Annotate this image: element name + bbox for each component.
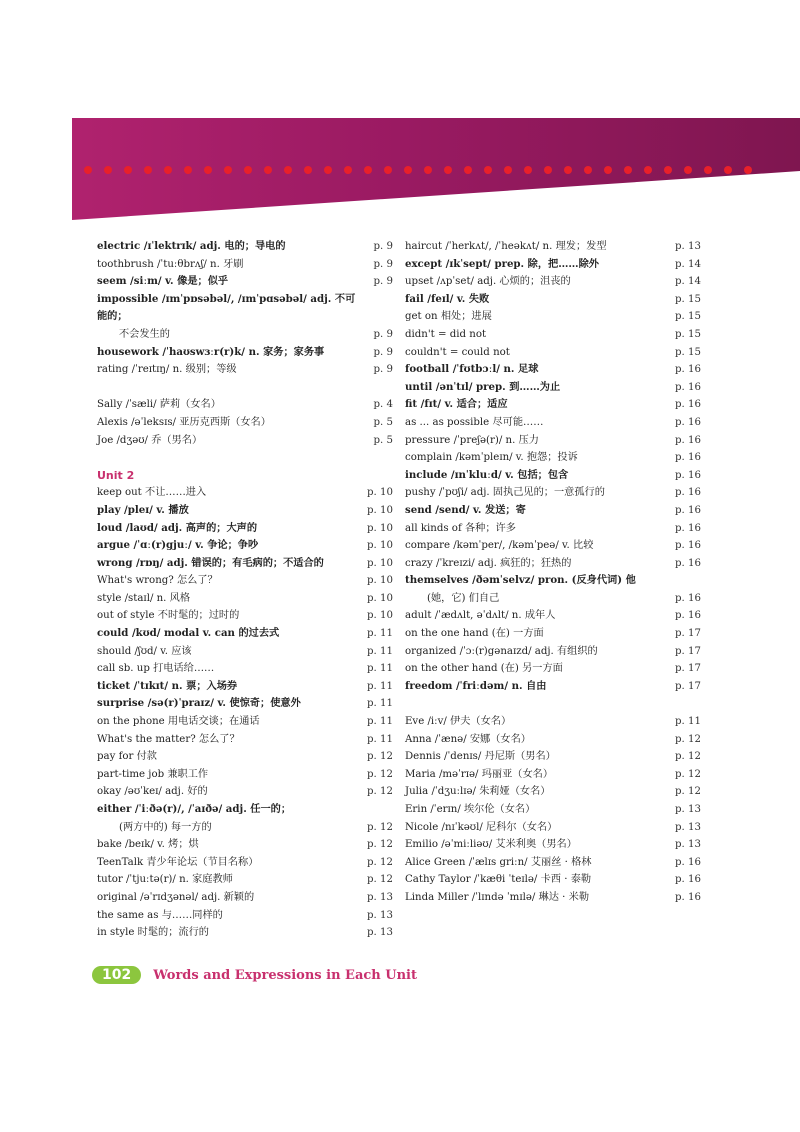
entry-page: p. 11 [675,716,701,728]
entry-text: pay for 付款 [97,751,157,763]
entry-page: p. 16 [675,487,701,499]
vocab-entry [405,572,701,590]
entry-page: p. 12 [367,786,393,798]
banner-dot [644,166,652,174]
banner-dot [284,166,292,174]
vocab-entry [97,502,393,520]
vocab-entry [97,854,393,872]
vocab-entry [97,924,393,942]
vocab-entry [97,625,393,643]
entry-page: p. 9 [373,258,393,270]
entry-text: as ... as possible 尽可能…… [405,416,544,428]
entry-text: the same as 与……同样的 [97,909,223,921]
vocab-entry [405,449,701,467]
entry-page: p. 12 [675,768,701,780]
entry-page: p. 15 [675,328,701,340]
banner-dot [344,166,352,174]
entry-page: p. 16 [675,592,701,604]
entry-text: except /ɪkˈsept/ prep. 除，把……除外 [405,257,599,270]
banner-dot [304,166,312,174]
entry-page: p. 5 [373,434,393,446]
entry-page: p. 13 [675,804,701,815]
entry-page: p. 16 [675,381,701,393]
entry-page: p. 12 [367,839,393,851]
entry-page: p. 12 [675,733,701,745]
vocab-entry [97,766,393,784]
vocabulary-column-left [97,238,393,942]
vocab-entry [97,748,393,766]
vocab-entry [97,396,393,414]
vocab-entry [97,555,393,573]
vocab-entry [97,484,393,502]
banner-dot [384,166,392,174]
entry-page: p. 11 [367,733,393,745]
entry-text: Emilio /əˈmiːliəʊ/ 艾米利奥（男名） [405,839,577,851]
banner-dot [224,166,232,174]
vocab-entry [405,344,701,362]
entry-page: p. 11 [367,663,393,675]
entry-page: p. 15 [675,346,701,358]
entry-text: on the phone 用电话交谈；在通话 [97,716,260,728]
entry-text: Nicole /nɪˈkəʊl/ 尼科尔（女名） [405,821,558,833]
entry-text: bake /beɪk/ v. 烤；烘 [97,839,199,851]
entry-text: on the one hand (在) 一方面 [405,628,544,640]
entry-page: p. 16 [675,557,701,569]
entry-text: didn't = did not [405,328,487,340]
vocab-entry [405,520,701,538]
vocab-entry [405,854,701,872]
entry-page: p. 16 [675,540,701,552]
vocab-entry [97,907,393,925]
entry-text: style /staɪl/ n. 风格 [97,592,191,604]
entry-text: could /kʊd/ modal v. can 的过去式 [97,627,280,640]
banner-dot [484,166,492,174]
entry-page: p. 15 [675,311,701,323]
vocab-entry [405,660,701,678]
entry-text: send /send/ v. 发送；寄 [405,503,526,516]
entry-text: wrong /rɒŋ/ adj. 错误的；有毛病的；不适合的 [97,556,324,569]
vocab-entry [405,308,701,326]
entry-text: football /ˈfʊtbɔːl/ n. 足球 [405,363,539,376]
entry-page: p. 10 [367,557,393,569]
entry-page: p. 11 [367,716,393,728]
entry-page: p. 9 [373,364,393,376]
vocab-entry [405,361,701,379]
banner-dot [444,166,452,174]
banner-dot [504,166,512,174]
entry-text: either /ˈiːðə(r)/, /ˈaɪðə/ adj. 任一的； [97,803,292,815]
banner-dot [524,166,532,174]
vocab-entry [97,344,393,362]
vocab-entry [405,871,701,889]
vocab-entry [405,273,701,291]
entry-text: seem /siːm/ v. 像是；似乎 [97,275,229,288]
entry-page: p. 16 [675,504,701,516]
entry-page: p. 12 [367,821,393,833]
banner-dot [204,166,212,174]
entry-page: p. 10 [367,575,393,587]
vocab-entry [97,889,393,907]
banner-dot [324,166,332,174]
vocab-entry [97,590,393,608]
vocab-entry [97,520,393,538]
entry-page: p. 17 [675,628,701,640]
entry-page: p. 10 [367,592,393,604]
vocab-entry [97,414,393,432]
vocab-entry [405,467,701,485]
entry-page: p. 16 [675,364,701,376]
entry-text: complain /kəmˈpleɪn/ v. 抱怨；投诉 [405,452,578,464]
entry-page: p. 9 [373,276,393,288]
entry-page: p. 9 [373,346,393,358]
entry-page: p. 12 [367,768,393,780]
entry-text: pressure /ˈpreʃə(r)/ n. 压力 [405,434,539,446]
entry-text: housework /ˈhaʊswɜːr(r)k/ n. 家务；家务事 [97,345,325,358]
entry-page: p. 12 [675,751,701,763]
vocab-entry [405,748,701,766]
entry-text: fit /fɪt/ v. 适合；适应 [405,398,508,411]
entry-text: in style 时髦的；流行的 [97,927,209,939]
entry-text: upset /ʌpˈset/ adj. 心烦的；沮丧的 [405,276,571,288]
entry-page: p. 13 [367,927,393,939]
entry-text: keep out 不让……进入 [97,487,207,499]
banner-dot [684,166,692,174]
entry-page: p. 11 [367,680,393,692]
vocab-entry [405,625,701,643]
vocab-entry [97,326,393,344]
entry-page: p. 11 [367,628,393,640]
entry-text: haircut /ˈherkʌt/, /ˈheəkʌt/ n. 理发；发型 [405,241,607,252]
entry-page: p. 12 [675,786,701,798]
entry-text: surprise /sə(r)ˈpraɪz/ v. 使惊奇；使意外 [97,697,301,710]
entry-text: Maria /məˈrɪə/ 玛丽亚（女名） [405,768,554,780]
vocab-entry [97,783,393,801]
vocab-entry [405,643,701,661]
entry-text: on the other hand (在) 另一方面 [405,663,563,675]
banner-dot [244,166,252,174]
entry-text: argue /ˈɑː(r)gjuː/ v. 争论；争吵 [97,539,259,552]
entry-text: compare /kəmˈper/, /kəmˈpeə/ v. 比较 [405,540,594,552]
entry-text: okay /əʊˈkeɪ/ adj. 好的 [97,786,208,798]
vocab-entry [405,801,701,819]
entry-text: 不会发生的 [119,328,170,340]
entry-text: rating /ˈreɪtɪŋ/ n. 级别；等级 [97,364,237,376]
banner-dot [744,166,752,174]
vocab-entry [97,713,393,731]
entry-page: p. 12 [367,874,393,886]
vocab-entry [97,432,393,450]
banner-dot [464,166,472,174]
vocab-entry [405,783,701,801]
unit-heading [97,467,393,485]
entry-text: crazy /ˈkreɪzi/ adj. 疯狂的；狂热的 [405,557,572,569]
entry-page: p. 16 [675,891,701,903]
entry-page: p. 11 [367,698,393,710]
vocab-entry [405,396,701,414]
entry-text: TeenTalk 青少年论坛（节目名称） [97,856,259,868]
banner-dot [424,166,432,174]
vocab-entry [97,660,393,678]
banner-dot [84,166,92,174]
vocab-entry [97,291,393,326]
banner-dot [724,166,732,174]
page-footer [92,966,417,984]
vocab-entry [97,871,393,889]
banner-dot [144,166,152,174]
entry-page: p. 10 [367,610,393,622]
entry-page: p. 10 [367,504,393,516]
entry-page: p. 16 [675,522,701,534]
banner-dot [704,166,712,174]
entry-text: fail /feɪl/ v. 失败 [405,292,490,305]
vocab-entry [405,607,701,625]
footer-title: Words and Expressions in Each Unit [153,967,418,983]
entry-page: p. 11 [367,645,393,657]
entry-page: p. 17 [675,680,701,692]
entry-text: (她，它) 们自己 [427,592,500,604]
banner-dot [544,166,552,174]
vocab-entry [405,379,701,397]
entry-text: Alice Green /ˈælɪs griːn/ 艾丽丝 · 格林 [405,856,592,868]
entry-text: (两方中的) 每一方的 [119,821,212,833]
entry-page: p. 4 [373,399,393,411]
entry-text: play /pleɪ/ v. 播放 [97,503,189,516]
entry-text: include /ɪnˈkluːd/ v. 包括；包含 [405,468,569,481]
vocab-entry [405,414,701,432]
entry-text: impossible /ɪmˈpɒsəbəl/, /ɪmˈpɑsəbəl/ adj. 不可能的； [97,292,356,323]
banner-dot [564,166,572,174]
entry-page: p. 13 [675,821,701,833]
entry-text: tutor /ˈtjuːtə(r)/ n. 家庭教师 [97,874,233,886]
vocab-entry [97,695,393,713]
vocab-entry [97,361,393,379]
entry-text: organized /ˈɔː(r)gənaɪzd/ adj. 有组织的 [405,645,598,657]
entry-text: Dennis /ˈdenɪs/ 丹尼斯（男名） [405,751,556,763]
vocab-entry [405,731,701,749]
entry-text: Unit 2 [97,468,135,482]
banner-dot [364,166,372,174]
entry-text: should /ʃʊd/ v. 应该 [97,645,192,657]
entry-page: p. 13 [675,241,701,252]
entry-text: toothbrush /ˈtuːθbrʌʃ/ n. 牙刷 [97,258,244,270]
entry-text: What's wrong? 怎么了？ [97,575,218,587]
vocab-entry [97,801,393,819]
entry-text: part-time job 兼职工作 [97,768,209,780]
vocab-entry [405,555,701,573]
entry-text: all kinds of 各种；许多 [405,522,516,534]
entry-page: p. 17 [675,663,701,675]
banner-dot [664,166,672,174]
vocab-entry [405,889,701,907]
entry-text: Eve /iːv/ 伊夫（女名） [405,716,512,728]
banner-dot [124,166,132,174]
entry-page: p. 15 [675,293,701,305]
entry-text: Anna /ˈænə/ 安娜（女名） [405,733,531,745]
vocab-entry [97,537,393,555]
entry-page: p. 13 [367,891,393,903]
vocab-entry [405,432,701,450]
entry-text: Julia /ˈdʒuːlɪə/ 朱莉娅（女名） [405,786,551,798]
vocab-entry [405,713,701,731]
entry-page: p. 16 [675,610,701,622]
vocab-entry [97,238,393,256]
vocab-entry [405,484,701,502]
vocab-entry [405,238,701,256]
vocab-entry [405,590,701,608]
entry-text: Sally /ˈsæli/ 萨莉（女名） [97,399,221,411]
spacer [97,449,393,467]
entry-text: themselves /ðəmˈselvz/ pron. (反身代词) 他 [405,574,636,587]
vocab-entry [97,572,393,590]
entry-page: p. 9 [373,241,393,252]
header-banner [72,118,800,220]
banner-dot [604,166,612,174]
vocab-entry [405,766,701,784]
entry-page: p. 12 [367,856,393,868]
vocab-entry [97,643,393,661]
entry-page: p. 10 [367,522,393,534]
vocab-entry [405,537,701,555]
vocab-entry [405,678,701,696]
entry-text: Joe /dʒəʊ/ 乔（男名） [97,434,203,446]
entry-text: Alexis /əˈleksɪs/ 亚历克西斯（女名） [97,416,271,428]
entry-text: loud /laʊd/ adj. 高声的；大声的 [97,521,258,534]
entry-page: p. 5 [373,416,393,428]
entry-text: couldn't = could not [405,346,510,358]
vocabulary-column-right [405,238,701,907]
entry-page: p. 16 [675,434,701,446]
entry-page: p. 16 [675,856,701,868]
entry-page: p. 10 [367,540,393,552]
entry-page: p. 14 [675,258,701,270]
vocab-entry [97,678,393,696]
entry-text: Cathy Taylor /ˈkæθi ˈteɪlə/ 卡西 · 泰勒 [405,874,592,886]
entry-text: Linda Miller /ˈlɪndə ˈmɪlə/ 琳达 · 米勒 [405,891,590,903]
dotted-line [84,166,752,174]
banner-dot [264,166,272,174]
entry-page: p. 16 [675,399,701,411]
page-number-badge: 102 [92,966,141,984]
vocab-entry [97,836,393,854]
entry-text: adult /ˈædʌlt, əˈdʌlt/ n. 成年人 [405,610,556,622]
entry-page: p. 14 [675,276,701,288]
entry-page: p. 17 [675,645,701,657]
vocab-entry [405,291,701,309]
entry-text: freedom /ˈfriːdəm/ n. 自由 [405,679,547,692]
vocab-entry [97,819,393,837]
vocab-entry [97,256,393,274]
vocab-entry [405,326,701,344]
spacer [405,695,701,713]
banner-dot [184,166,192,174]
entry-text: get on 相处；进展 [405,311,492,323]
banner-dot [584,166,592,174]
entry-text: until /ənˈtɪl/ prep. 到……为止 [405,380,561,393]
entry-page: p. 13 [367,909,393,921]
entry-text: Erin /ˈerɪn/ 埃尔伦（女名） [405,804,536,815]
banner-dot [104,166,112,174]
entry-text: out of style 不时髦的；过时的 [97,610,240,622]
entry-page: p. 12 [367,751,393,763]
entry-page: p. 16 [675,469,701,481]
entry-text: What's the matter? 怎么了？ [97,733,240,745]
vocab-entry [405,836,701,854]
banner-dot [404,166,412,174]
vocab-entry [405,819,701,837]
entry-page: p. 16 [675,452,701,464]
entry-page: p. 9 [373,328,393,340]
banner-dot [164,166,172,174]
vocab-entry [405,256,701,274]
entry-text: call sb. up 打电话给…… [97,663,215,675]
entry-text: electric /ɪˈlektrɪk/ adj. 电的；导电的 [97,240,286,252]
spacer [97,379,393,397]
banner-dot [624,166,632,174]
entry-page: p. 13 [675,839,701,851]
vocab-entry [97,607,393,625]
entry-page: p. 10 [367,487,393,499]
vocab-entry [97,731,393,749]
entry-page: p. 16 [675,416,701,428]
vocab-entry [405,502,701,520]
entry-text: original /əˈrɪdʒənəl/ adj. 新颖的 [97,891,255,903]
entry-text: pushy /ˈpʊʃi/ adj. 固执己见的；一意孤行的 [405,487,605,499]
entry-text: ticket /ˈtɪkɪt/ n. 票；入场券 [97,679,238,692]
vocab-entry [97,273,393,291]
entry-page: p. 16 [675,874,701,886]
